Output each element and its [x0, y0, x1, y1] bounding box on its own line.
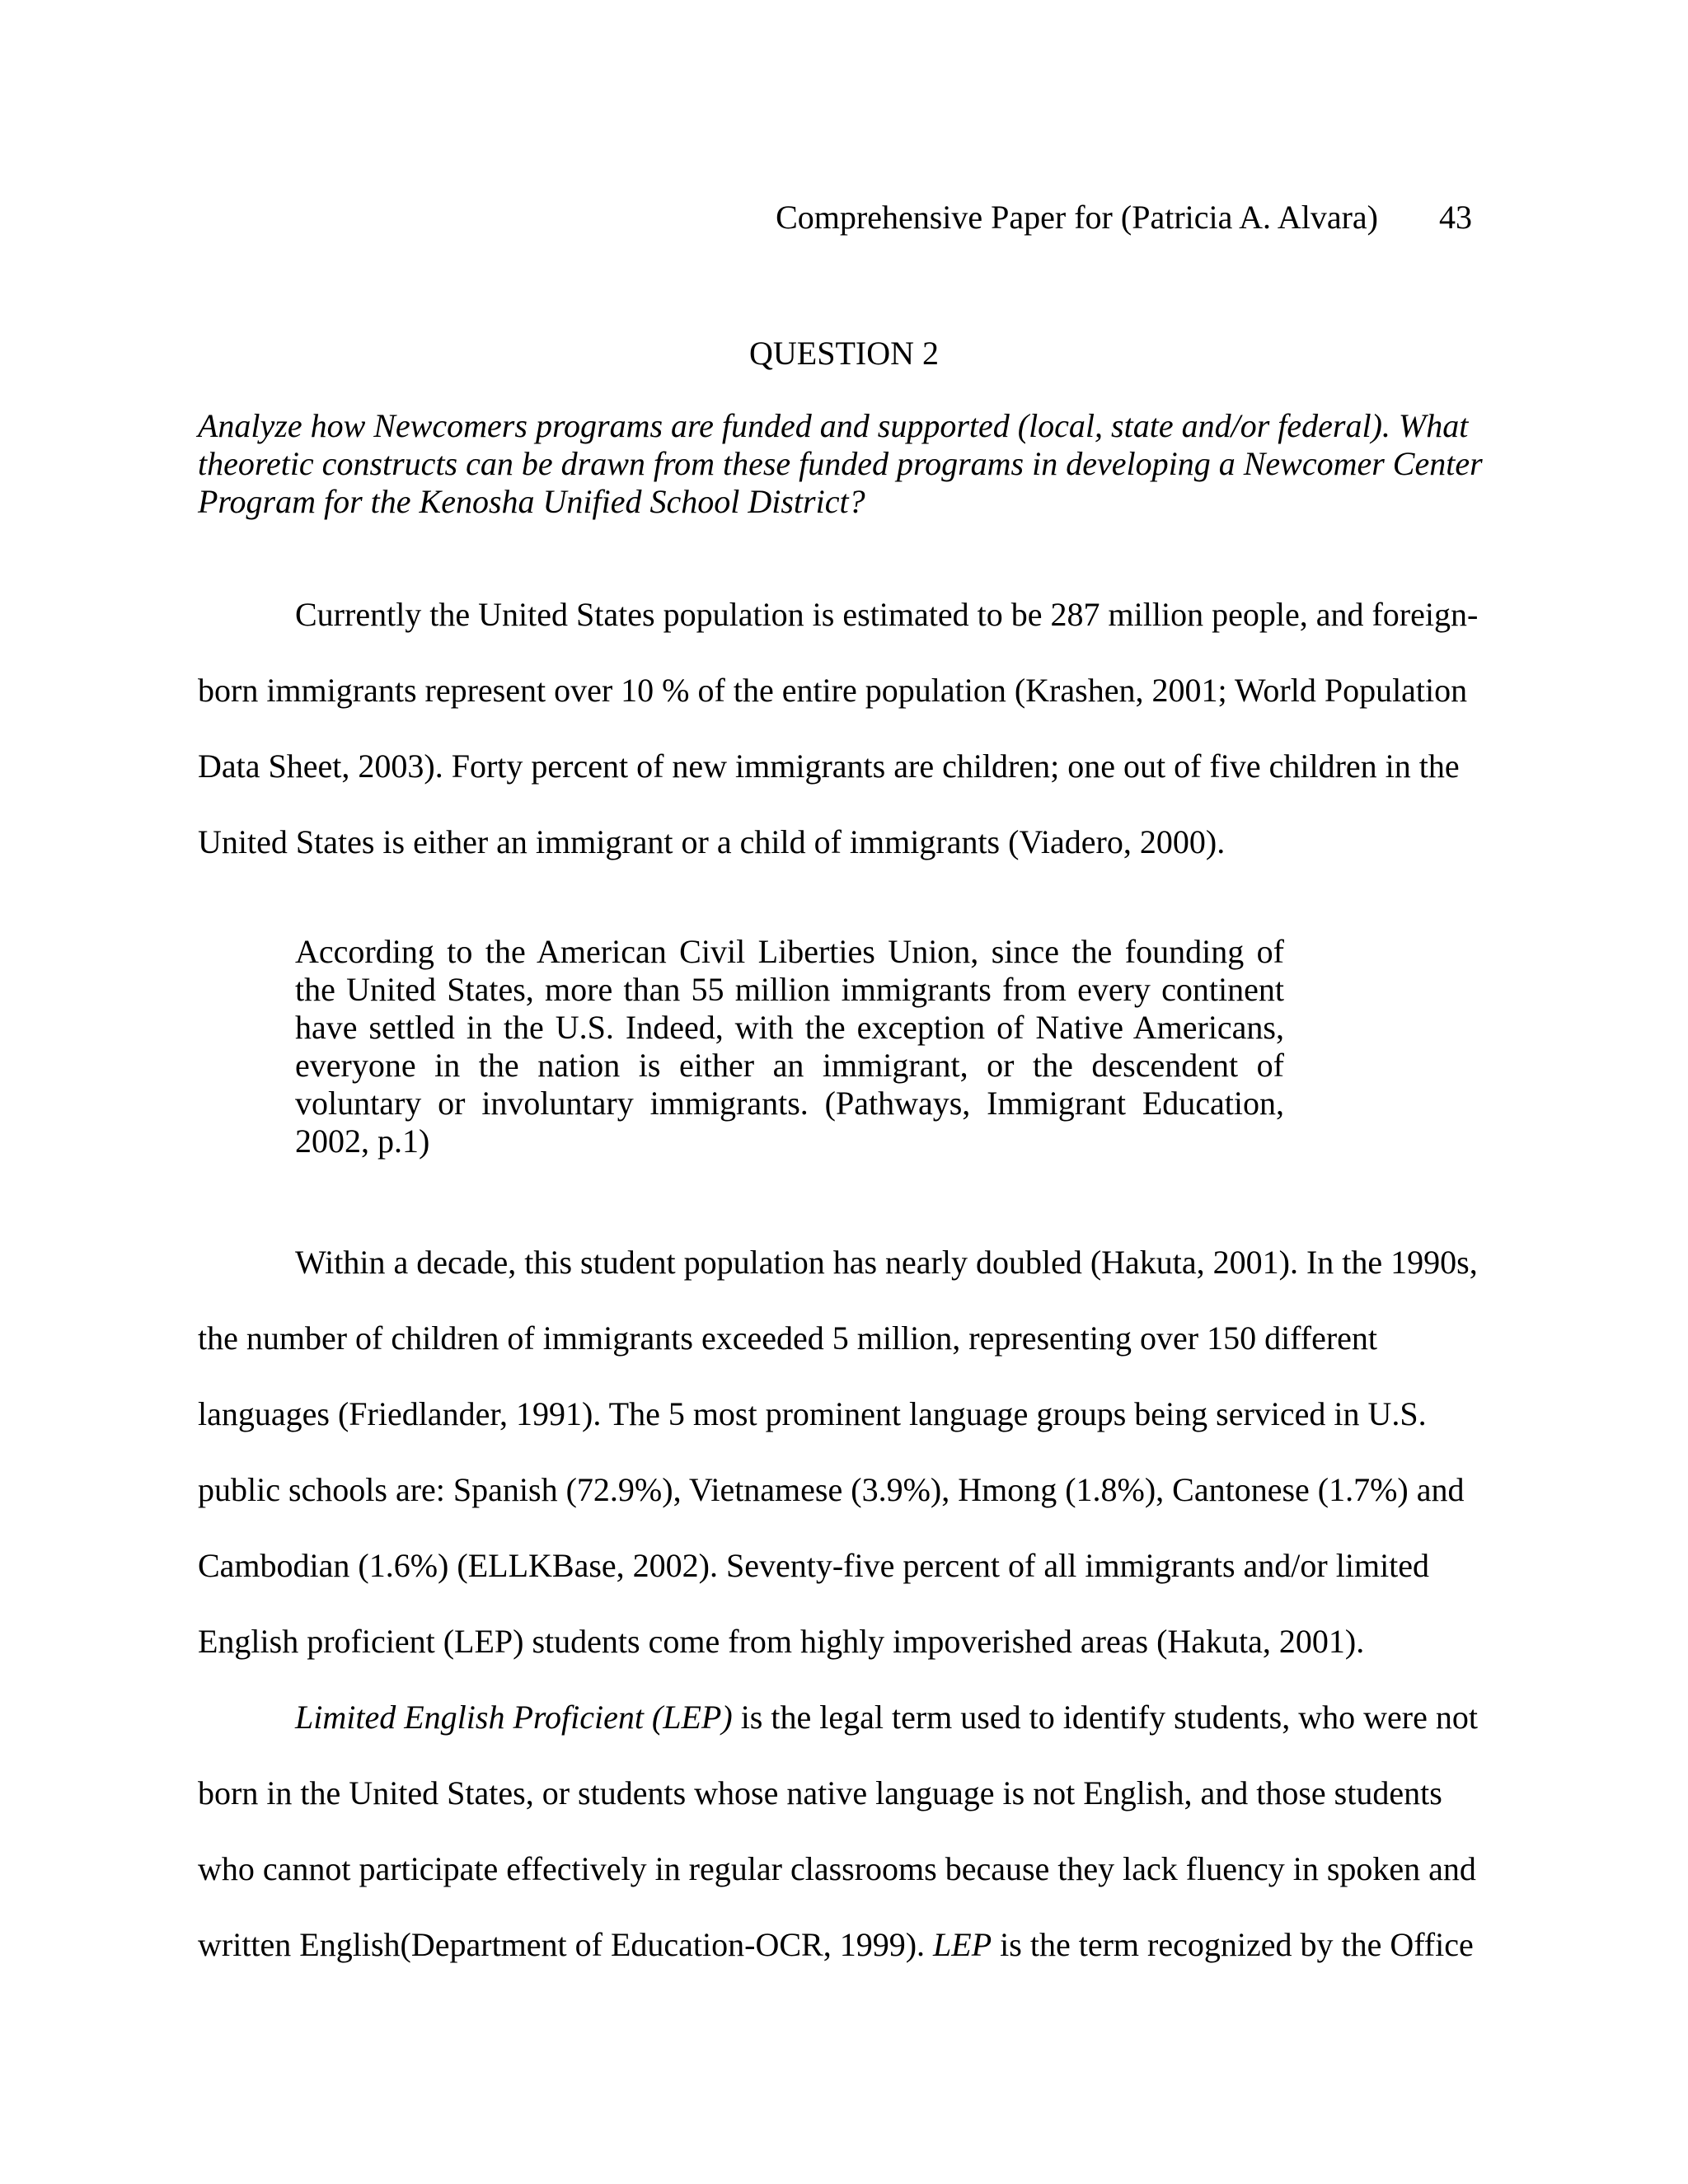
block-quote: According to the American Civil Liberties Union, since the founding of the United States, more than 55 million immigrants from every continent have settled in the U.S. Indeed, with the exception of Native Americans, everyone in the nation is either an immigrant, or the descendent of voluntary or involuntary immigrants. (Pathways, Immigrant Education, 2002, p.1) [295, 933, 1284, 1160]
page-number: 43 [1439, 199, 1472, 236]
paragraph-population: Currently the United States population is estimated to be 287 million people, and foreign-born immigrants represent over 10 % of the entire population (Krashen, 2001; World Population Data Sheet, 2003). Forty percent of new immigrants are children; one out of five children in the United States is either an immigrant or a child of immigrants (Viadero, 2000). [198, 596, 1479, 860]
lep-definition-text-a: is the legal term used to identify students, who were not born in the United States, or students whose native language is not English, and those students who cannot participate effectively in regular classrooms because they lack fluency in spoken and written English(Department of Education-OCR, 1999). [198, 1699, 1478, 1963]
lep-term: Limited English Proficient (LEP) [295, 1699, 733, 1736]
question-prompt: Analyze how Newcomers programs are funded and supported (local, state and/or federal). What theoretic constructs can be drawn from these funded programs in developing a Newcomer Center Program for the Kenosha Unified School District? [198, 407, 1483, 520]
lep-definition-text-b: is the term recognized by the Office [992, 1926, 1474, 1963]
question-title: QUESTION 2 [749, 335, 939, 372]
paragraph-student-population: Within a decade, this student population has nearly doubled (Hakuta, 2001). In the 1990s, the number of children of immigrants exceeded 5 million, representing over 150 different languages (Friedlander, 1991). The 5 most prominent language groups being serviced in U.S. public schools are: Spanish (72.9%), Vietnamese (3.9%), Hmong (1.8%), Cantonese (1.7%) and Cambodian (1.6%) (ELLKBase, 2002). Seventy-five percent of all immigrants and/or limited English proficient (LEP) students come from highly impoverished areas (Hakuta, 2001). [198, 1244, 1478, 1660]
paragraph-lep-definition [198, 1680, 1484, 1983]
running-header [776, 198, 1472, 237]
running-title: Comprehensive Paper for (Patricia A. Alvara) [776, 199, 1378, 236]
lep-term-short: LEP [933, 1926, 992, 1963]
